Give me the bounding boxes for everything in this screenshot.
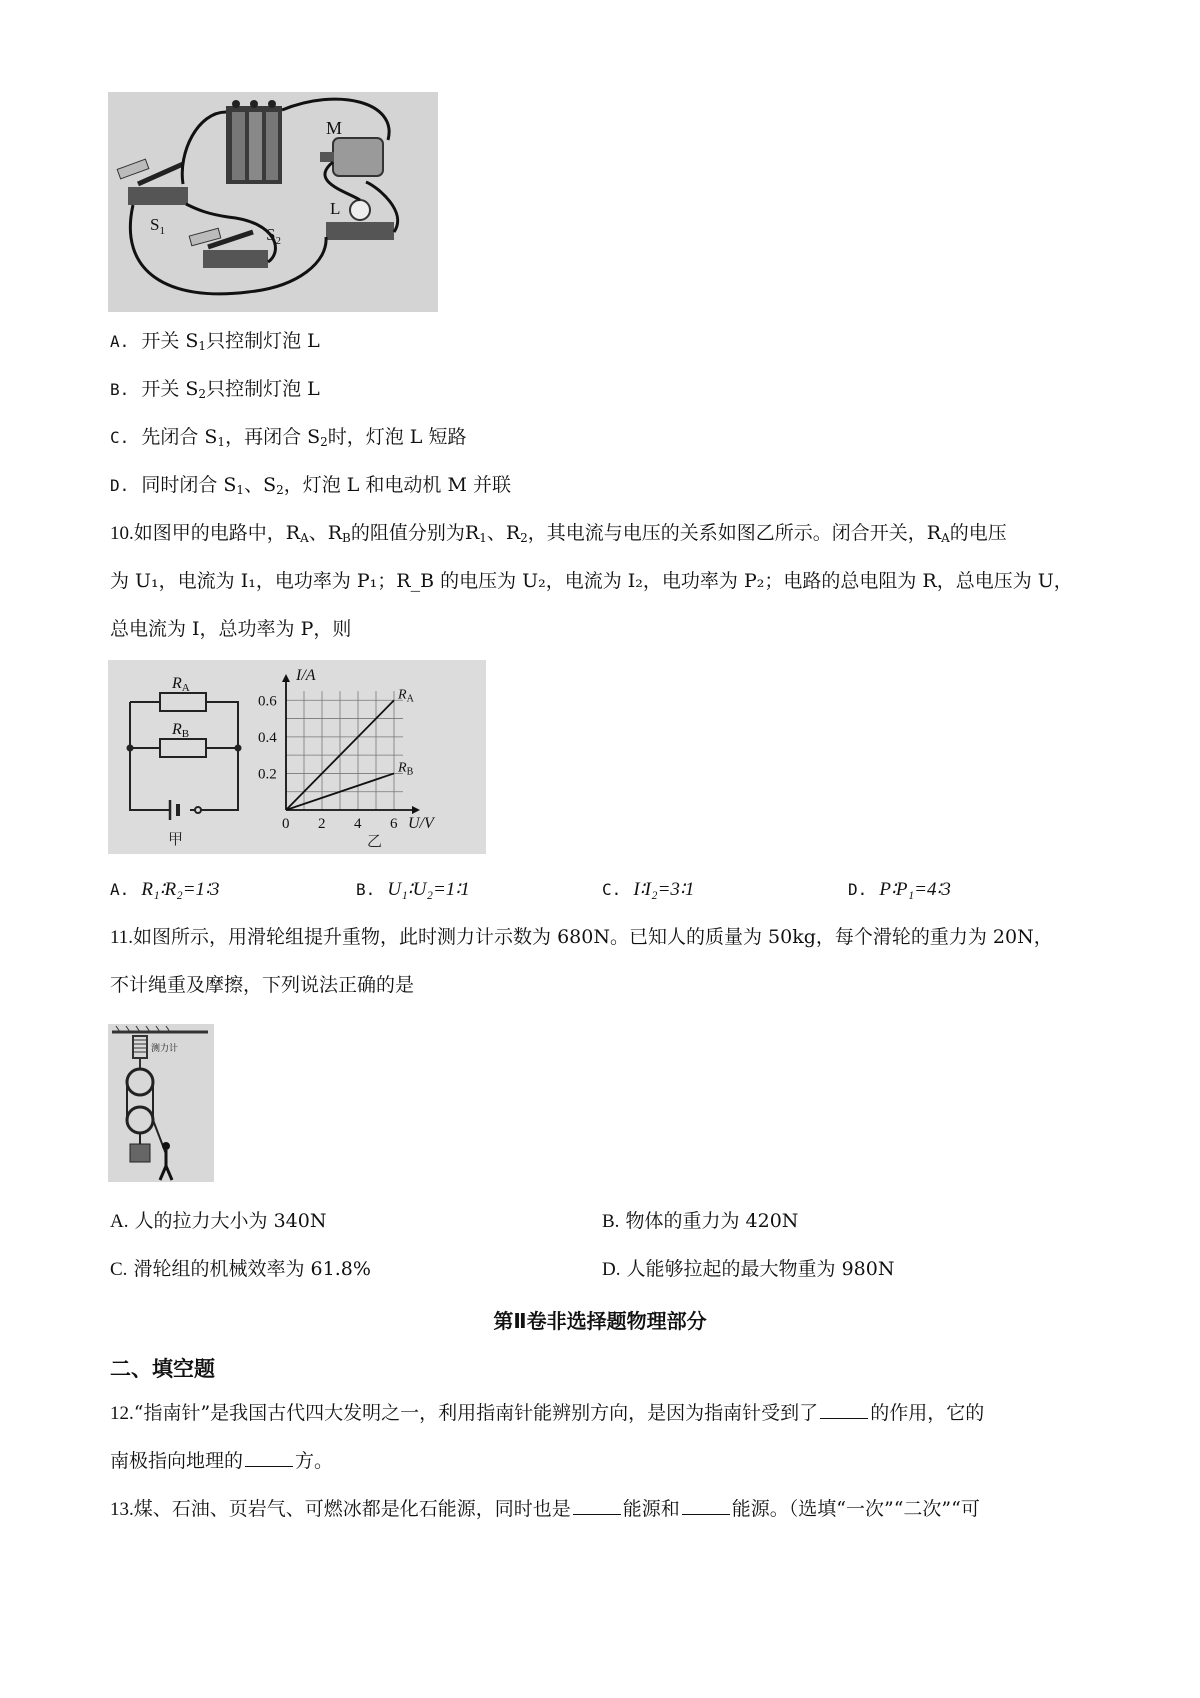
q9-option-d: D. 同时闭合 $S_1$、$S_2$，灯泡 L 和电动机 M 并联 xyxy=(110,474,511,497)
switch1-label: $S_1$ xyxy=(150,215,165,237)
q13-line-1: 13.煤、石油、页岩气、可燃冰都是化石能源，同时也是 能源和 能源。（选填“一次”“二次”“可 xyxy=(110,1498,980,1520)
q11-line-1: 11.如图所示，用滑轮组提升重物，此时测力计示数为 680N。已知人的质量为 50kg，每个滑轮的重力为 20N， xyxy=(110,926,1053,948)
q10-figure xyxy=(108,660,486,854)
q10-option-c: C. I∶I₂=3∶1 xyxy=(602,879,695,900)
part2-title: 第Ⅱ卷非选择题物理部分 xyxy=(493,1309,707,1333)
q12-line-1: 12.“指南针”是我国古代四大发明之一，利用指南针能辨别方向，是因为指南针受到了 的作用，它的 xyxy=(110,1402,985,1424)
caption-jia: 甲 xyxy=(168,830,184,848)
series-label-rb: $R_B$ xyxy=(398,760,414,778)
x-tick-label: 2 xyxy=(318,816,326,832)
q10-line-1: 10.如图甲的电路中，$R_A$、$R_B$的阻值分别为$R_1$、$R_2$，其电流与电压的关系如图乙所示。闭合开关，$R_A$的电压 xyxy=(110,522,1007,545)
x-tick-label: 6 xyxy=(390,816,398,832)
q9-circuit-figure xyxy=(108,92,438,312)
lamp-label: L xyxy=(330,199,341,218)
q10-line-2: 为 U₁，电流为 I₁，电功率为 P₁；R_B 的电压为 U₂，电流为 I₂，电功率为 P₂；电路的总电阻为 R，总电压为 U， xyxy=(110,570,1073,592)
q9-option-b: B. 开关 $S_2$只控制灯泡 L xyxy=(110,378,320,401)
y-tick-label: 0.2 xyxy=(258,766,277,783)
dynamometer-label: 测力计 xyxy=(151,1044,179,1054)
q12-blank-1[interactable] xyxy=(820,1402,868,1419)
q11-option-b: B. 物体的重力为 420N xyxy=(602,1210,799,1232)
q12-blank-2[interactable] xyxy=(245,1450,293,1467)
series-label-ra: $R_A$ xyxy=(398,687,414,705)
q10-option-b: B. U₁∶U₂=1∶1 xyxy=(356,879,470,900)
y-tick-label: 0.6 xyxy=(258,693,277,710)
q10-line-3: 总电流为 I，总功率为 P，则 xyxy=(110,618,352,640)
x-tick-label: 0 xyxy=(282,816,290,832)
q12-line-2: 南极指向地理的 方。 xyxy=(110,1450,334,1472)
q11-option-a: A. 人的拉力大小为 340N xyxy=(110,1210,327,1232)
rb-label: RB xyxy=(172,721,190,740)
q11-option-d: D. 人能够拉起的最大物重为 980N xyxy=(602,1258,895,1280)
q10-option-d: D. P∶P₁=4∶3 xyxy=(848,879,951,900)
x-axis-label: U/V xyxy=(408,815,434,832)
ra-label: RA xyxy=(172,675,190,694)
motor-label: M xyxy=(326,118,343,138)
q13-blank-2[interactable] xyxy=(682,1498,730,1515)
x-tick-label: 4 xyxy=(354,816,362,832)
y-axis-label: I/A xyxy=(296,667,316,684)
q9-option-c: C. 先闭合 $S_1$，再闭合 $S_2$时，灯泡 L 短路 xyxy=(110,426,467,449)
q11-option-c: C. 滑轮组的机械效率为 61.8% xyxy=(110,1258,371,1280)
y-tick-label: 0.4 xyxy=(258,729,277,746)
q9-option-a: A. 开关 $S_1$只控制灯泡 L xyxy=(110,330,320,353)
q10-option-a: A. R₁∶R₂=1∶3 xyxy=(110,879,220,900)
q13-blank-1[interactable] xyxy=(573,1498,621,1515)
switch2-label: $S_2$ xyxy=(266,225,281,247)
caption-yi: 乙 xyxy=(367,832,383,850)
q11-pulley-figure xyxy=(108,1024,214,1182)
section2-title: 二、填空题 xyxy=(110,1357,215,1381)
q11-line-2: 不计绳重及摩擦，下列说法正确的是 xyxy=(110,974,415,996)
